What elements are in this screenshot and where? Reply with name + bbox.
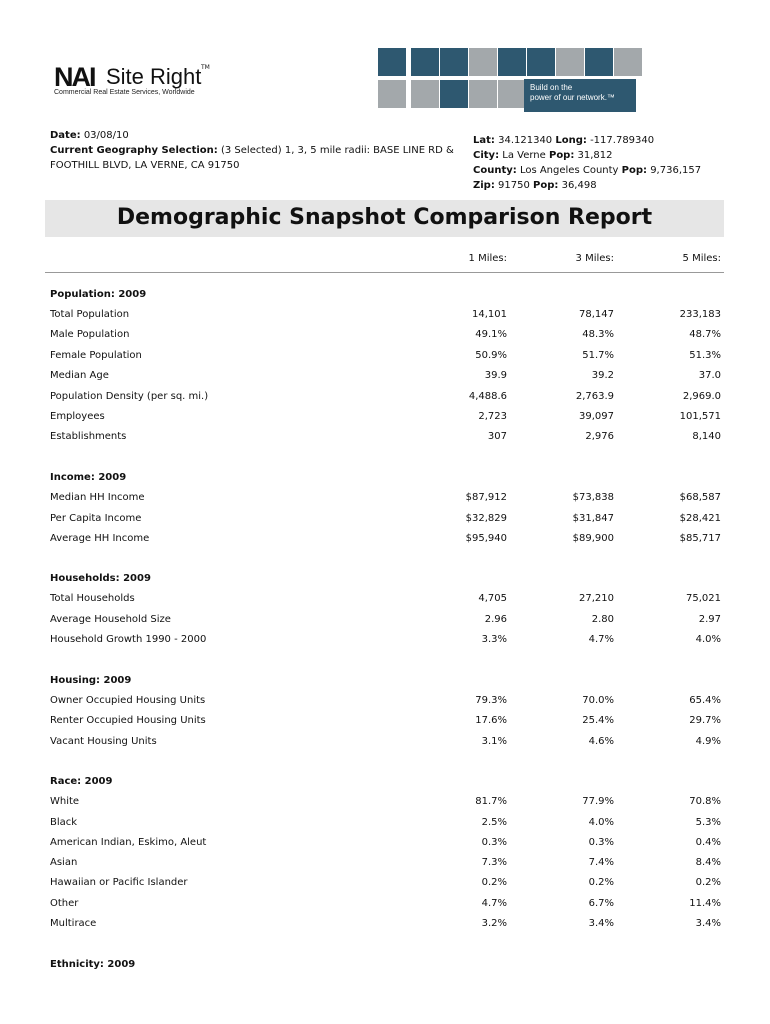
value-5-miles: 4.9%: [695, 736, 721, 747]
value-3-miles: 51.7%: [582, 350, 614, 361]
lat-value: 34.121340: [498, 135, 553, 146]
value-5-miles: 37.0: [698, 370, 721, 381]
lat-label: Lat:: [473, 135, 495, 146]
row-label: Median HH Income: [50, 492, 145, 503]
table-row: [0, 391, 770, 405]
city-pop-label: Pop:: [548, 150, 575, 161]
value-5-miles: 11.4%: [689, 898, 721, 909]
value-5-miles: 233,183: [679, 309, 721, 320]
section-title-income: Income: 2009: [50, 472, 127, 483]
section-title-population: Population: 2009: [50, 289, 147, 300]
county-value: Los Angeles County: [519, 165, 619, 176]
table-row: [0, 857, 770, 871]
table-row: [0, 796, 770, 810]
value-1-mile: 7.3%: [481, 857, 507, 868]
value-3-miles: 78,147: [579, 309, 614, 320]
table-row: [0, 309, 770, 323]
section-title-race: Race: 2009: [50, 776, 113, 787]
value-1-mile: 2,723: [478, 411, 507, 422]
table-row: [0, 593, 770, 607]
brand-mosaic: [378, 46, 724, 112]
column-header-3-miles: 3 Miles:: [575, 253, 614, 264]
value-1-mile: 81.7%: [475, 796, 507, 807]
table-row: [0, 513, 770, 527]
logo-mark: NAI: [54, 62, 95, 92]
header-divider: [45, 272, 724, 273]
value-1-mile: 4.7%: [481, 898, 507, 909]
row-label: Vacant Housing Units: [50, 736, 157, 747]
zip-pop-label: Pop:: [533, 180, 559, 191]
row-label: Male Population: [50, 329, 130, 340]
zip-pop-value: 36,498: [561, 180, 597, 191]
value-3-miles: $73,838: [572, 492, 614, 503]
table-row: [0, 837, 770, 851]
row-label: Asian: [50, 857, 78, 868]
table-row: [0, 877, 770, 891]
column-header-5-miles: 5 Miles:: [682, 253, 721, 264]
value-1-mile: 79.3%: [475, 695, 507, 706]
county-pop-label: Pop:: [621, 165, 647, 176]
table-row: [0, 411, 770, 425]
value-1-mile: 3.3%: [481, 634, 507, 645]
value-5-miles: $28,421: [679, 513, 721, 524]
value-3-miles: 70.0%: [582, 695, 614, 706]
value-3-miles: 39,097: [579, 411, 614, 422]
row-label: Median Age: [50, 370, 109, 381]
value-5-miles: 2,969.0: [682, 391, 721, 402]
value-3-miles: 4.7%: [588, 634, 614, 645]
row-label: Multirace: [50, 918, 97, 929]
value-1-mile: 49.1%: [475, 329, 507, 340]
value-5-miles: 8.4%: [695, 857, 721, 868]
value-3-miles: 48.3%: [582, 329, 614, 340]
banner-line-1: Build on the: [530, 83, 573, 92]
county-label: County:: [473, 165, 517, 176]
value-5-miles: 4.0%: [695, 634, 721, 645]
value-3-miles: 4.6%: [588, 736, 614, 747]
value-3-miles: $89,900: [572, 533, 614, 544]
row-label: Per Capita Income: [50, 513, 142, 524]
row-label: Renter Occupied Housing Units: [50, 715, 206, 726]
value-1-mile: $95,940: [465, 533, 507, 544]
table-row: [0, 736, 770, 750]
row-label: Establishments: [50, 431, 127, 442]
row-label: White: [50, 796, 80, 807]
section-title-ethnicity: Ethnicity: 2009: [50, 959, 136, 970]
geo-value: (3 Selected) 1, 3, 5 mile radii: BASE LINE RD & FOOTHILL BLVD, LA VERNE, CA 91750: [50, 145, 454, 171]
value-5-miles: $85,717: [679, 533, 721, 544]
value-3-miles: 0.3%: [588, 837, 614, 848]
logo-tagline: Commercial Real Estate Services, Worldwide: [54, 89, 195, 96]
value-3-miles: 6.7%: [588, 898, 614, 909]
geo-label: Current Geography Selection:: [50, 145, 218, 156]
row-label: Owner Occupied Housing Units: [50, 695, 206, 706]
company-logo: [54, 58, 224, 98]
value-5-miles: 5.3%: [695, 817, 721, 828]
zip-value: 91750: [498, 180, 530, 191]
row-label: Black: [50, 817, 78, 828]
value-1-mile: $32,829: [465, 513, 507, 524]
row-label: American Indian, Eskimo, Aleut: [50, 837, 207, 848]
value-1-mile: 2.96: [484, 614, 507, 625]
column-header-1-mile: 1 Miles:: [468, 253, 507, 264]
value-1-mile: 3.1%: [481, 736, 507, 747]
value-5-miles: 75,021: [686, 593, 721, 604]
table-row: [0, 634, 770, 648]
row-label: Average Household Size: [50, 614, 171, 625]
value-3-miles: 27,210: [579, 593, 614, 604]
value-3-miles: 25.4%: [582, 715, 614, 726]
banner-line-2: power of our network.™: [530, 93, 615, 102]
value-5-miles: 101,571: [679, 411, 721, 422]
logo-name: Site Right: [106, 64, 202, 89]
row-label: Household Growth 1990 - 2000: [50, 634, 207, 645]
value-3-miles: $31,847: [572, 513, 614, 524]
long-value: -117.789340: [590, 135, 655, 146]
value-1-mile: 3.2%: [481, 918, 507, 929]
network-banner: [524, 79, 636, 112]
table-row: [0, 817, 770, 831]
table-row: [0, 431, 770, 445]
value-3-miles: 2.80: [591, 614, 614, 625]
value-5-miles: 2.97: [698, 614, 721, 625]
value-5-miles: 48.7%: [689, 329, 721, 340]
value-1-mile: 4,488.6: [468, 391, 507, 402]
value-5-miles: 8,140: [692, 431, 721, 442]
date-label: Date:: [50, 130, 81, 141]
value-5-miles: 0.2%: [695, 877, 721, 888]
section-title-housing: Housing: 2009: [50, 675, 132, 686]
county-pop-value: 9,736,157: [650, 165, 702, 176]
value-1-mile: 0.3%: [481, 837, 507, 848]
value-5-miles: 51.3%: [689, 350, 721, 361]
table-row: [0, 695, 770, 709]
row-label: Population Density (per sq. mi.): [50, 391, 209, 402]
value-5-miles: 65.4%: [689, 695, 721, 706]
row-label: Average HH Income: [50, 533, 150, 544]
city-pop-value: 31,812: [577, 150, 613, 161]
city-value: La Verne: [502, 150, 546, 161]
value-1-mile: 2.5%: [481, 817, 507, 828]
value-1-mile: 17.6%: [475, 715, 507, 726]
row-label: Total Population: [50, 309, 130, 320]
value-1-mile: 307: [487, 431, 507, 442]
city-label: City:: [473, 150, 500, 161]
value-1-mile: 14,101: [472, 309, 507, 320]
date-value: 03/08/10: [83, 130, 129, 141]
value-3-miles: 7.4%: [588, 857, 614, 868]
section-title-households: Households: 2009: [50, 573, 151, 584]
row-label: Hawaiian or Pacific Islander: [50, 877, 188, 888]
value-1-mile: 39.9: [484, 370, 507, 381]
value-3-miles: 4.0%: [588, 817, 614, 828]
value-3-miles: 77.9%: [582, 796, 614, 807]
title-bar: [45, 200, 724, 237]
table-row: [0, 533, 770, 547]
row-label: Female Population: [50, 350, 142, 361]
value-5-miles: $68,587: [679, 492, 721, 503]
value-1-mile: $87,912: [465, 492, 507, 503]
location-info: [473, 133, 733, 193]
value-3-miles: 2,763.9: [575, 391, 614, 402]
table-row: [0, 918, 770, 932]
value-1-mile: 50.9%: [475, 350, 507, 361]
value-3-miles: 2,976: [585, 431, 614, 442]
table-row: [0, 614, 770, 628]
value-1-mile: 0.2%: [481, 877, 507, 888]
row-label: Other: [50, 898, 79, 909]
table-row: [0, 898, 770, 912]
report-title: Demographic Snapshot Comparison Report: [116, 205, 653, 230]
table-row: [0, 370, 770, 384]
value-5-miles: 0.4%: [695, 837, 721, 848]
value-3-miles: 39.2: [591, 370, 614, 381]
table-row: [0, 715, 770, 729]
value-3-miles: 3.4%: [588, 918, 614, 929]
value-1-mile: 4,705: [478, 593, 507, 604]
value-5-miles: 29.7%: [689, 715, 721, 726]
report-meta: [50, 128, 470, 173]
value-5-miles: 70.8%: [689, 796, 721, 807]
table-row: [0, 492, 770, 506]
row-label: Employees: [50, 411, 105, 422]
table-row: [0, 329, 770, 343]
zip-label: Zip:: [473, 180, 495, 191]
value-5-miles: 3.4%: [695, 918, 721, 929]
row-label: Total Households: [50, 593, 135, 604]
value-3-miles: 0.2%: [588, 877, 614, 888]
logo-trademark: TM: [201, 64, 210, 71]
table-row: [0, 350, 770, 364]
long-label: Long:: [555, 135, 587, 146]
